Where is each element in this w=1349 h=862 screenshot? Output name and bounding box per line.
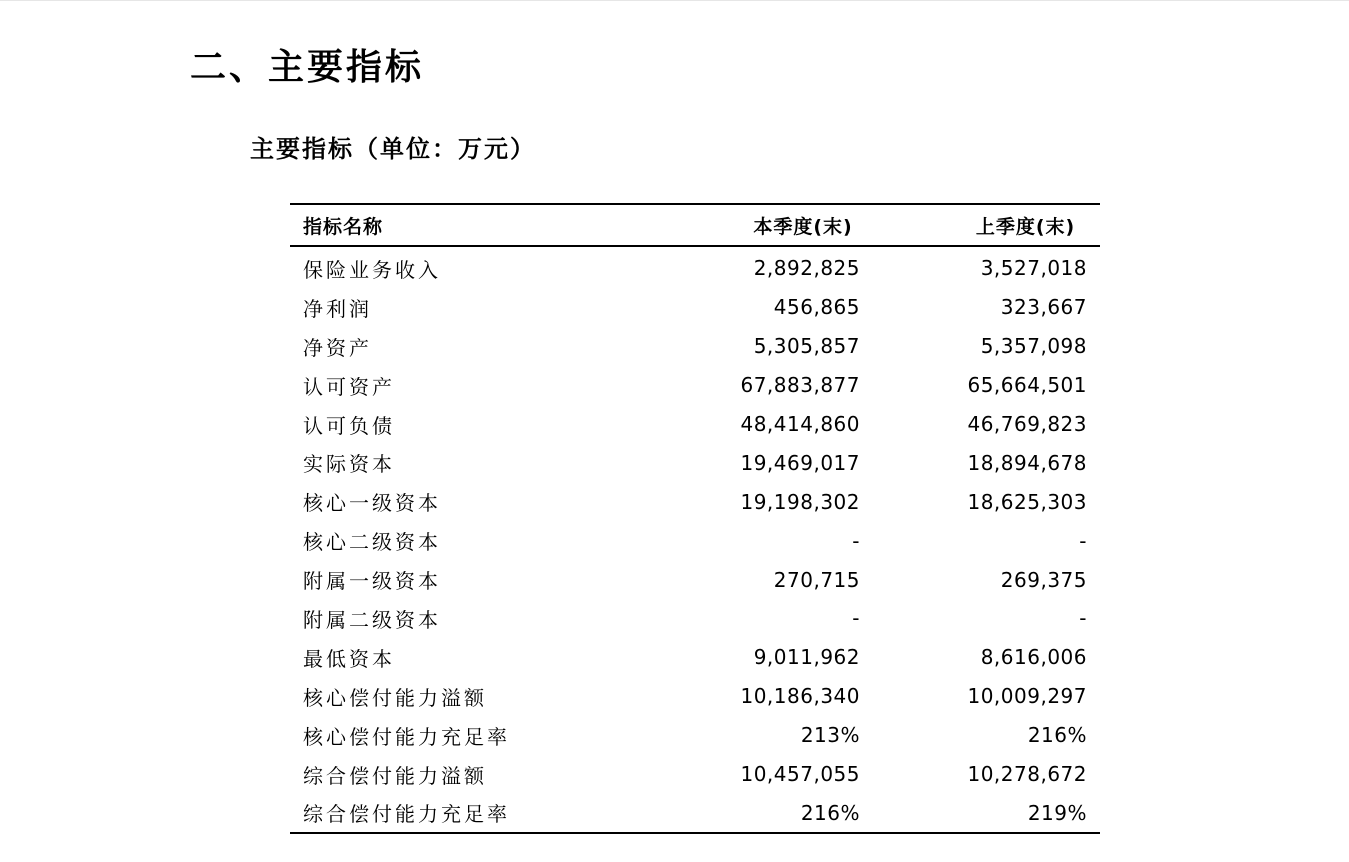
indicator-name: 最低资本 bbox=[303, 646, 395, 671]
metrics-table bbox=[290, 203, 1100, 834]
previous-quarter-value: 5,357,098 bbox=[980, 334, 1087, 359]
table-row bbox=[290, 482, 1100, 521]
table-row bbox=[290, 793, 1100, 832]
current-quarter-value: 213% bbox=[800, 723, 860, 748]
indicator-name: 净资产 bbox=[303, 335, 372, 360]
table-row bbox=[290, 443, 1100, 482]
table-row bbox=[290, 677, 1100, 716]
table-title: 主要指标（单位：万元） bbox=[250, 135, 536, 163]
current-quarter-value: 216% bbox=[800, 800, 860, 825]
table-row bbox=[290, 716, 1100, 755]
current-quarter-value: 270,715 bbox=[773, 567, 860, 592]
table-row bbox=[290, 288, 1100, 327]
current-quarter-value: 67,883,877 bbox=[740, 373, 860, 398]
indicator-name: 附属一级资本 bbox=[303, 569, 441, 594]
indicator-name: 综合偿付能力溢额 bbox=[303, 763, 487, 788]
previous-quarter-value: 219% bbox=[1027, 800, 1087, 825]
table-row bbox=[290, 755, 1100, 794]
previous-quarter-value: - bbox=[1079, 528, 1087, 553]
current-quarter-value: 19,469,017 bbox=[740, 450, 860, 475]
previous-quarter-value: 216% bbox=[1027, 723, 1087, 748]
previous-quarter-value: 323,667 bbox=[1000, 295, 1087, 320]
header-previous-quarter: 上季度(末) bbox=[975, 215, 1076, 238]
table-row bbox=[290, 599, 1100, 638]
current-quarter-value: 9,011,962 bbox=[753, 645, 860, 670]
current-quarter-value: 48,414,860 bbox=[740, 412, 860, 436]
table-row bbox=[290, 638, 1100, 677]
indicator-name: 核心一级资本 bbox=[303, 491, 441, 516]
table-row bbox=[290, 521, 1100, 560]
indicator-name: 认可负债 bbox=[303, 413, 395, 438]
current-quarter-value: 19,198,302 bbox=[740, 489, 860, 514]
current-quarter-value: 10,186,340 bbox=[740, 684, 860, 709]
header-current-quarter: 本季度(末) bbox=[753, 215, 853, 238]
previous-quarter-value: 65,664,501 bbox=[967, 373, 1087, 398]
header-indicator-name: 指标名称 bbox=[303, 215, 384, 238]
previous-quarter-value: 18,894,678 bbox=[967, 450, 1087, 475]
table-row bbox=[290, 366, 1100, 405]
current-quarter-value: 10,457,055 bbox=[740, 762, 860, 787]
previous-quarter-value: - bbox=[1079, 606, 1087, 631]
indicator-name: 附属二级资本 bbox=[303, 607, 441, 632]
table-row bbox=[290, 405, 1100, 444]
table-row bbox=[290, 327, 1100, 366]
indicator-name: 核心偿付能力溢额 bbox=[303, 685, 487, 710]
table-body bbox=[290, 247, 1100, 832]
table-row bbox=[290, 560, 1100, 599]
previous-quarter-value: 3,527,018 bbox=[980, 256, 1087, 281]
table-row bbox=[290, 249, 1100, 288]
current-quarter-value: 5,305,857 bbox=[753, 334, 860, 359]
current-quarter-value: 456,865 bbox=[773, 295, 860, 320]
previous-quarter-value: 269,375 bbox=[1000, 567, 1087, 592]
table-header-row bbox=[290, 205, 1100, 247]
previous-quarter-value: 8,616,006 bbox=[980, 645, 1087, 670]
indicator-name: 认可资产 bbox=[303, 374, 395, 399]
indicator-name: 实际资本 bbox=[303, 452, 395, 477]
indicator-name: 保险业务收入 bbox=[303, 257, 441, 282]
current-quarter-value: - bbox=[852, 528, 860, 553]
indicator-name: 净利润 bbox=[303, 296, 372, 321]
indicator-name: 综合偿付能力充足率 bbox=[303, 802, 510, 827]
previous-quarter-value: 10,009,297 bbox=[967, 684, 1087, 709]
previous-quarter-value: 46,769,823 bbox=[967, 412, 1087, 436]
section-heading: 二、主要指标 bbox=[190, 47, 425, 88]
indicator-name: 核心二级资本 bbox=[303, 530, 441, 555]
indicator-name: 核心偿付能力充足率 bbox=[303, 724, 510, 749]
previous-quarter-value: 18,625,303 bbox=[967, 489, 1087, 514]
page-top-border bbox=[0, 0, 1349, 1]
current-quarter-value: 2,892,825 bbox=[753, 256, 860, 281]
previous-quarter-value: 10,278,672 bbox=[967, 762, 1087, 787]
current-quarter-value: - bbox=[852, 606, 860, 631]
